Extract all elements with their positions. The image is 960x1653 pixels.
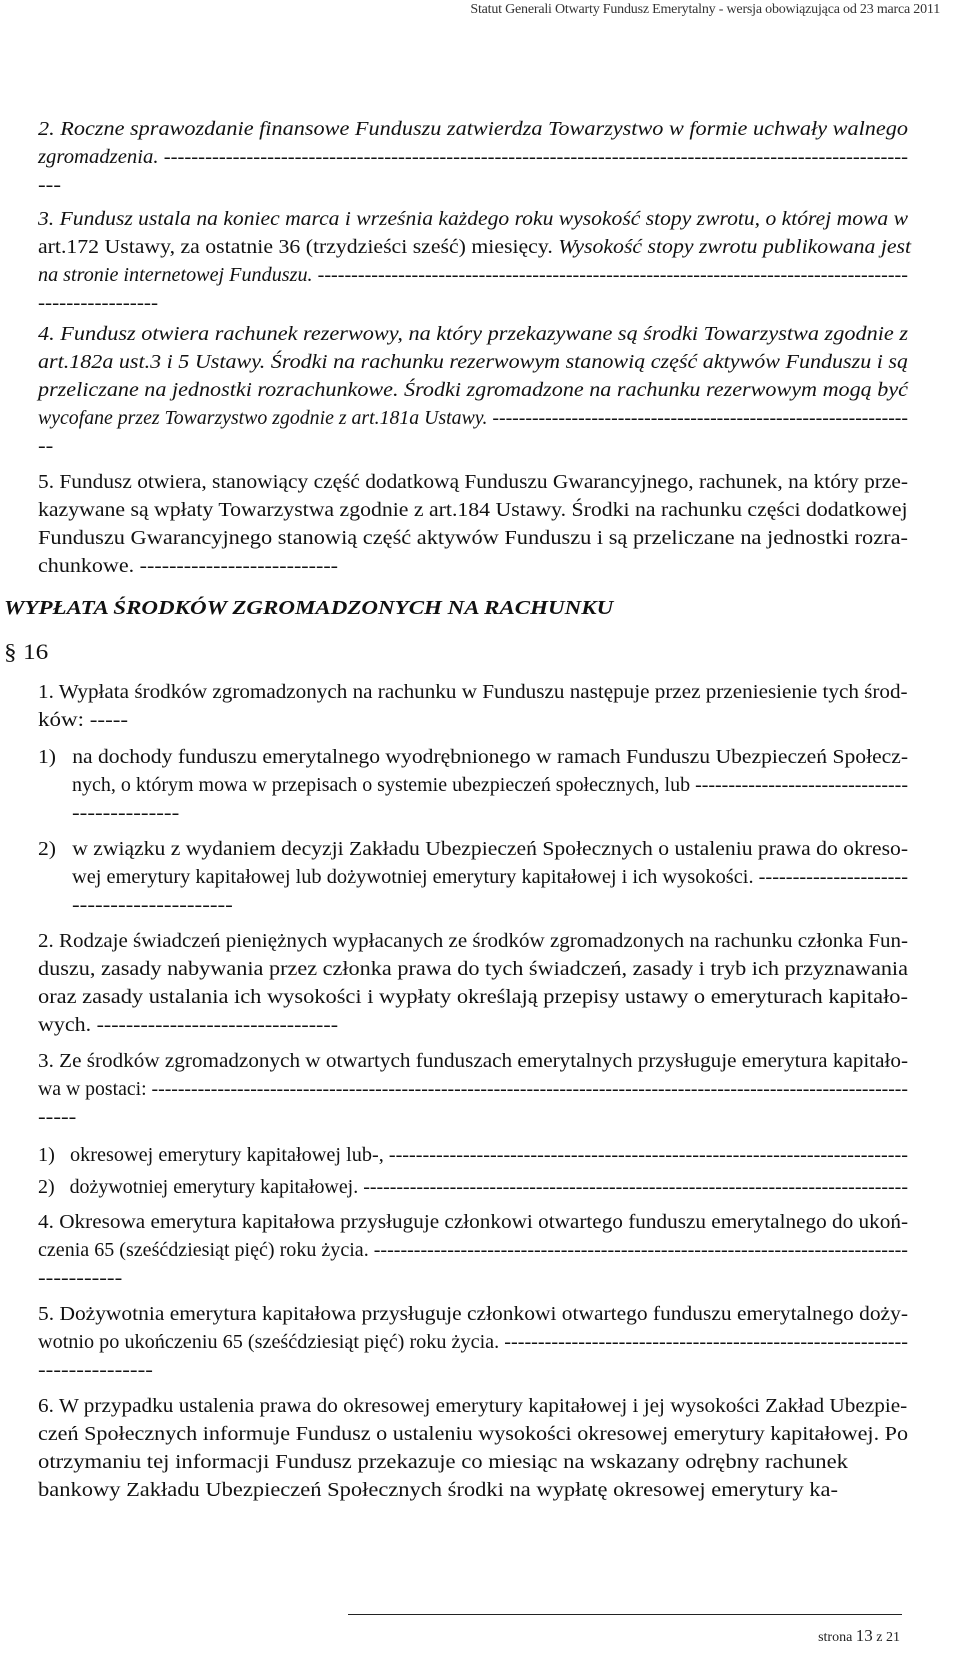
text-line: 3. Ze środków zgromadzonych w otwartych funduszach emerytalnych przysługuje emerytura kapitało- (38, 1050, 909, 1072)
text-line: art.182a ust.3 i 5 Ustawy. Środki na rachunku rezerwowym stanowią część aktywów Funduszu i są (38, 351, 909, 373)
text-line: ----- (38, 1106, 77, 1128)
text-line: ków: ----- (38, 709, 129, 731)
text-line: 2. Rodzaje świadczeń pieniężnych wypłacanych ze środków zgromadzonych na rachunku członka Fun- (38, 930, 909, 952)
text-line: 1) okresowej emerytury kapitałowej lub-, ----------------------------------------------------------------------------- (38, 1144, 908, 1166)
text-line: --- (38, 174, 61, 196)
page-number: 13 (855, 1626, 873, 1645)
text-line: 3. Fundusz ustala na koniec marca i września każdego roku wysokość stopy zwrotu, o której mowa w (38, 208, 909, 230)
page-footer (818, 1626, 900, 1646)
text-line: 2) w związku z wydaniem decyzji Zakładu Ubezpieczeń Społecznych o ustaleniu prawa do okreso- (38, 838, 909, 860)
text-line: ----------- (38, 1267, 123, 1289)
text-line: 1. Wypłata środków zgromadzonych na rachunku w Funduszu następuje przez przeniesienie tych środ- (38, 681, 908, 703)
text-line: 2. Roczne sprawozdanie finansowe Funduszu zatwierdza Towarzystwo w formie uchwały walnego (38, 118, 909, 140)
text-line: 1) na dochody funduszu emerytalnego wyodrębnionego w ramach Funduszu Ubezpieczeń Społecz- (38, 746, 909, 768)
text-line: 5. Dożywotnia emerytura kapitałowa przysługuje członkowi otwartego funduszu emerytalnego doży- (38, 1303, 908, 1325)
text-line: Funduszu Gwarancyjnego stanowią część aktywów Funduszu i są przeliczane na jednostki rozra- (38, 527, 908, 549)
footer-prefix: strona (818, 1630, 853, 1645)
running-header: Statut Generali Otwarty Fundusz Emerytalny - wersja obowiązująca od 23 marca 2011 (470, 2, 940, 17)
text-line: --------------- (38, 1359, 153, 1381)
text-line: kazywane są wpłaty Towarzystwa zgodnie z art.184 Ustawy. Środki na rachunku części dodatkowej (38, 499, 908, 521)
text-line: --------------------- (72, 894, 233, 916)
text-line: 2) dożywotniej emerytury kapitałowej. ---------------------------------------------------------------------------------- (38, 1176, 908, 1198)
text-line: WYPŁATA ŚRODKÓW ZGROMADZONYCH NA RACHUNKU (4, 597, 614, 619)
text-line: wych. --------------------------------- (38, 1014, 339, 1036)
text-line: 6. W przypadku ustalenia prawa do okresowej emerytury kapitałowej i jej wysokości Zakład Ubezpie- (38, 1395, 908, 1417)
text-line: § 16 (4, 639, 49, 664)
text-line: przeliczane na jednostki rozrachunkowe. Środki zgromadzone na rachunku rezerwowym mogą być (38, 379, 908, 401)
text-line: -------------- (72, 802, 180, 824)
text-line: chunkowe. --------------------------- (38, 555, 339, 577)
text-line: czenia 65 (sześćdziesiąt pięć) roku życia. -------------------------------------------------------------------------------- (38, 1239, 908, 1261)
footer-rule (348, 1614, 902, 1615)
text-line: nych, o którym mowa w przepisach o systemie ubezpieczeń społecznych, lub -------------------------------- (72, 774, 908, 796)
text-line: -- (38, 435, 54, 457)
text-line: czeń Społecznych informuje Fundusz o ustaleniu wysokości okresowej emerytury kapitałowej. Po (38, 1423, 909, 1445)
text-line: wotnio po ukończeniu 65 (sześćdziesiąt pięć) roku życia. ------------------------------------------------------------ (38, 1331, 908, 1353)
text-line: wa w postaci: ------------------------------------------------------------------------------------------------------------------- (38, 1078, 908, 1100)
text-line: otrzymaniu tej informacji Fundusz przekazuje co miesiąc na wskazany odrębny rachunek (38, 1451, 849, 1473)
text-line: bankowy Zakładu Ubezpieczeń Społecznych środki na wypłatę okresowej emerytury ka- (38, 1479, 838, 1501)
text-line: 5. Fundusz otwiera, stanowiący część dodatkową Funduszu Gwarancyjnego, rachunek, na który prze- (38, 471, 909, 493)
text-line: art.172 Ustawy, za ostatnie 36 (trzydzieści sześć) miesięcy. Wysokość stopy zwrotu publikowana jest (38, 236, 912, 258)
text-line: oraz zasady ustalania ich wysokości i wypłaty określają przepisy ustawy o emeryturach kapitało- (38, 986, 908, 1008)
text-line: wej emerytury kapitałowej lub dożywotniej emerytury kapitałowej i ich wysokości. ---------------------- (72, 866, 908, 888)
page-total: 21 (886, 1630, 900, 1645)
text-line: na stronie internetowej Funduszu. ---------------------------------------------------------------------------------------- (38, 264, 908, 286)
footer-of: z (876, 1630, 883, 1645)
text-line: duszu, zasady nabywania przez członka prawa do tych świadczeń, zasady i tryb ich przyznawania (38, 958, 908, 980)
text-line: 4. Okresowa emerytura kapitałowa przysługuje członkowi otwartego funduszu emerytalnego do ukoń- (38, 1211, 909, 1233)
text-line: wycofane przez Towarzystwo zgodnie z art.181a Ustawy. --------------------------------------------------------------- (38, 407, 908, 429)
text-line: ----------------- (38, 292, 159, 314)
text-line: zgromadzenia. ------------------------------------------------------------------------------------------------------------ (38, 146, 909, 168)
text-line: 4. Fundusz otwiera rachunek rezerwowy, na który przekazywane są środki Towarzystwa zgodnie z (38, 323, 908, 345)
